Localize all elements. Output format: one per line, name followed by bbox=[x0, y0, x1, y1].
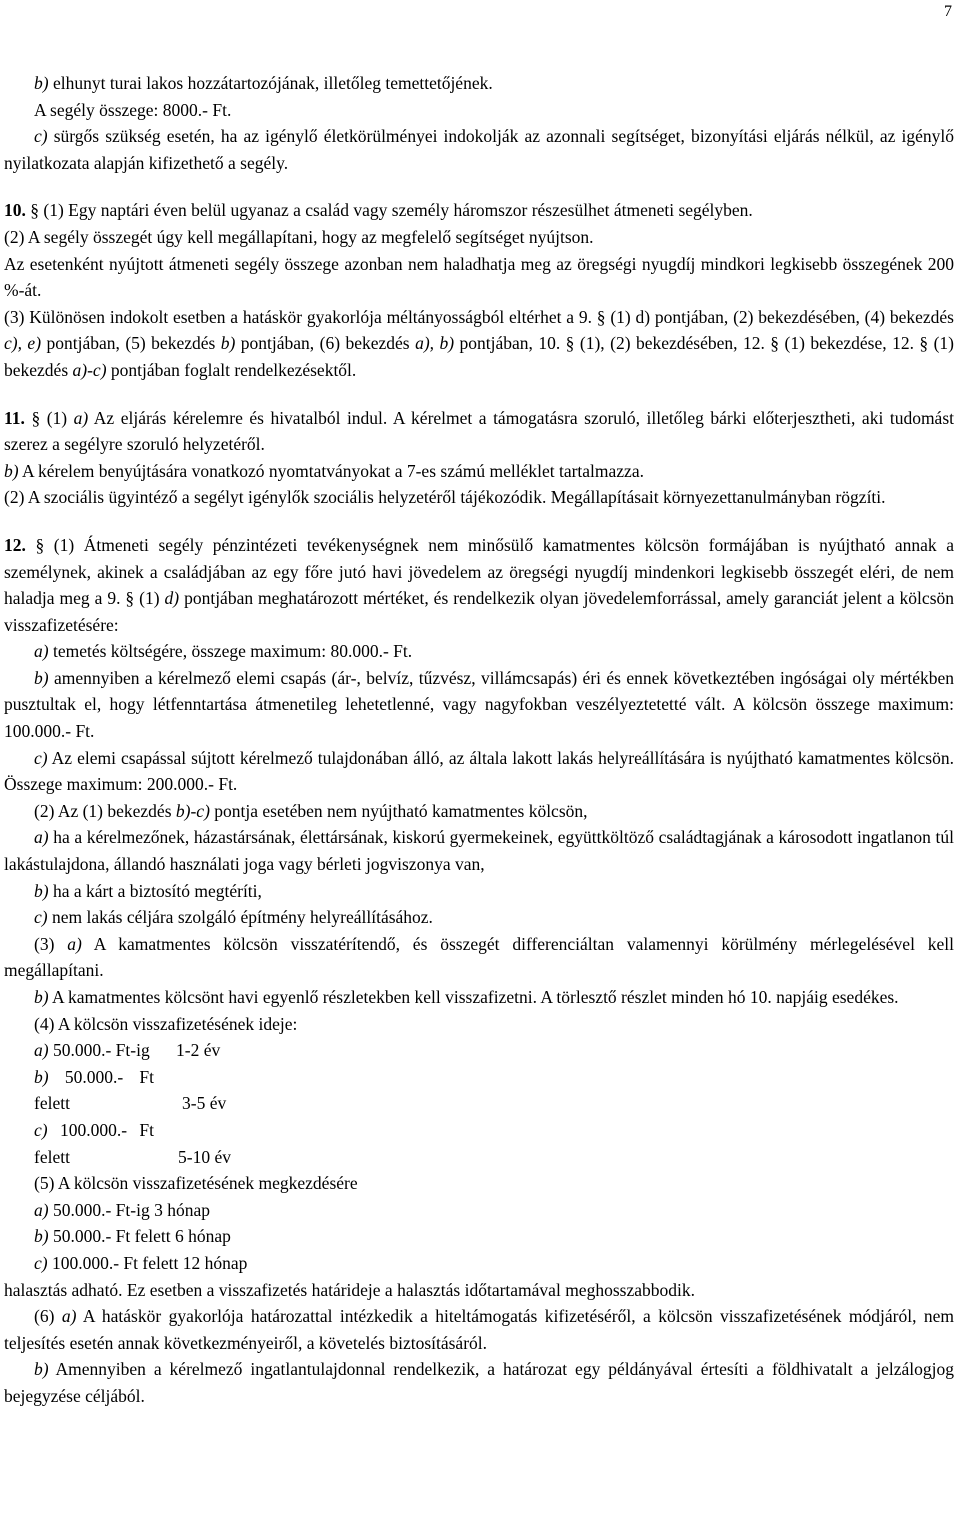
deferral-row: a) 50.000.- Ft-ig 3 hónap bbox=[34, 1199, 210, 1220]
section-11-p1: 11. § (1) a) Az eljárás kérelemre és hivatalból indul. A kérelmet a támogatásra szoruló, illetőleg bárki előterjesztheti, aki tudomást szerez a segélyre szoruló helyzetéről. bbox=[4, 407, 954, 455]
section-12-p5-tail: halasztás adható. Ez esetben a visszafizetés határideje a halasztás időtartamával meghosszabbodik. bbox=[4, 1279, 695, 1300]
section-12-point-b: b) amennyiben a kérelmező elemi csapás (ár-, belvíz, tűzvész, villámcsapás) éri és ennek következtében ingóságai oly mértékben pusztultak el, hogy létfenntartása átmenetileg lehetetlenné, vagy nagyfokban veszélyeztetetté vált. A kölcsön összege maximum: 100.000.- Ft. bbox=[4, 667, 954, 742]
section-10-p1: 10. § (1) Egy naptári éven belül ugyanaz a család vagy személy háromszor részesülhet átmeneti segélyben. bbox=[4, 200, 753, 221]
section-12-p3: (3) a) A kamatmentes kölcsön visszatérítendő, és összegét differenciáltan valamennyi körülmény mérlegelésével kell megállapítani. bbox=[4, 933, 954, 981]
repayment-row: a) 50.000.- Ft-ig 1-2 év bbox=[34, 1040, 221, 1061]
section-number: 11. bbox=[4, 407, 25, 428]
repayment-row: b) 50.000.- Ft felett 3-5 év bbox=[34, 1066, 227, 1114]
section-12-p6-point-b: b) Amennyiben a kérelmező ingatlantulajdonnal rendelkezik, a határozat egy példányával értesíti a földhivatalt a jelzálogjog bejegyzése céljából. bbox=[4, 1359, 954, 1406]
section-12-p5: (5) A kölcsön visszafizetésének megkezdésére bbox=[34, 1173, 358, 1194]
point-label: c) bbox=[34, 126, 48, 147]
section-12-p4: (4) A kölcsön visszafizetésének ideje: bbox=[34, 1013, 298, 1034]
repayment-row: c) 100.000.- Ft felett 5-10 év bbox=[34, 1119, 231, 1167]
section-10-p3: Az esetenként nyújtott átmeneti segély összege azonban nem haladhatja meg az öregségi nyugdíj mindkori legkisebb összegének 200 %-át. bbox=[4, 253, 954, 301]
section-12-p3-point-b: b) A kamatmentes kölcsönt havi egyenlő részletekben kell visszafizetni. A törlesztő részlet minden hó 10. napjáig esedékes. bbox=[34, 987, 899, 1007]
paragraph-amount: A segély összege: 8000.- Ft. bbox=[34, 99, 232, 120]
section-12-p2-point-a: a) ha a kérelmezőnek, házastársának, élettársának, kiskorú gyermekeinek, együttköltöző családtagjának a károsodott ingatlanon túl lakástulajdona, állandó használati joga vagy bérleti jogviszonya van, bbox=[4, 827, 954, 875]
paragraph-c-urgent: c) sürgős szükség esetén, ha az igénylő életkörülményei indokolják az azonnali segítséget, bizonyítási eljárás nélkül, az igénylő nyilatkozata alapján kifizethető a segély. bbox=[4, 126, 954, 173]
section-12-point-a: a) temetés költségére, összege maximum: 80.000.- Ft. bbox=[34, 641, 413, 662]
section-11-p3: (2) A szociális ügyintéző a segélyt igénylők szociális helyzetéről tájékozódik. Megállapításait környezettanulmányban rögzíti. bbox=[4, 487, 886, 508]
section-12-p2-point-b: b) ha a kárt a biztosító megtéríti, bbox=[34, 880, 262, 901]
section-12-p1: 12. § (1) Átmeneti segély pénzintézeti tevékenységnek nem minősülő kamatmentes kölcsön formájában is nyújtható annak a személynek, akinek a családjában az egy főre jutó havi jövedelem az öregségi nyugdíj mindenkori legkisebb összegét eléri, de nem haladja meg a 9. § (1) d) pontjában meghatározott mértéket, és rendelkezik olyan jövedelemforrással, amely garanciát jelent a kölcsön visszafizetésére: bbox=[4, 534, 954, 635]
deferral-row: c) 100.000.- Ft felett 12 hónap bbox=[34, 1252, 248, 1273]
section-11-p2: b) A kérelem benyújtására vonatkozó nyomtatványokat a 7-es számú melléklet tartalmazza. bbox=[4, 460, 644, 481]
page-number: 7 bbox=[944, 3, 952, 20]
section-12-p2-point-c: c) nem lakás céljára szolgáló építmény helyreállításához. bbox=[34, 907, 433, 928]
section-12-p6: (6) a) A hatáskör gyakorlója határozattal intézkedik a hiteltámogatás kifizetéséről, a kölcsön visszafizetésének módjáról, nem teljesítés esetén annak következményeiről, a követelés biztosításáról. bbox=[4, 1306, 954, 1353]
section-number: 10. bbox=[4, 200, 26, 221]
section-12-p2: (2) Az (1) bekezdés b)-c) pontja esetében nem nyújtható kamatmentes kölcsön, bbox=[34, 800, 588, 821]
section-10-p2: (2) A segély összegét úgy kell megállapítani, hogy az megfelelő segítséget nyújtson. bbox=[4, 226, 594, 247]
document-body bbox=[4, 70, 954, 1410]
paragraph-b-funeral: b) elhunyt turai lakos hozzátartozójának, illetőleg temettetőjének. bbox=[34, 73, 493, 93]
section-12-point-c: c) Az elemi csapással sújtott kérelmező tulajdonában álló, az általa lakott lakás helyreállítására is nyújtható kamatmentes kölcsön. Összege maximum: 200.000.- Ft. bbox=[4, 747, 954, 795]
section-number: 12. bbox=[4, 534, 26, 555]
deferral-row: b) 50.000.- Ft felett 6 hónap bbox=[34, 1226, 231, 1247]
section-10-p4: (3) Különösen indokolt esetben a hatáskör gyakorlója méltányosságból eltérhet a 9. § (1) d) pontjában, (2) bekezdésében, (4) bekezdés c), e) pontjában, (5) bekezdés b) pontjában, (6) bekezdés a), b) pontjában, 10. § (1), (2) bekezdésében, 12. § (1) bekezdése, 12. § (1) bekezdés a)-c) pontjában foglalt rendelkezésektől. bbox=[4, 306, 955, 380]
point-label: b) bbox=[34, 73, 49, 93]
